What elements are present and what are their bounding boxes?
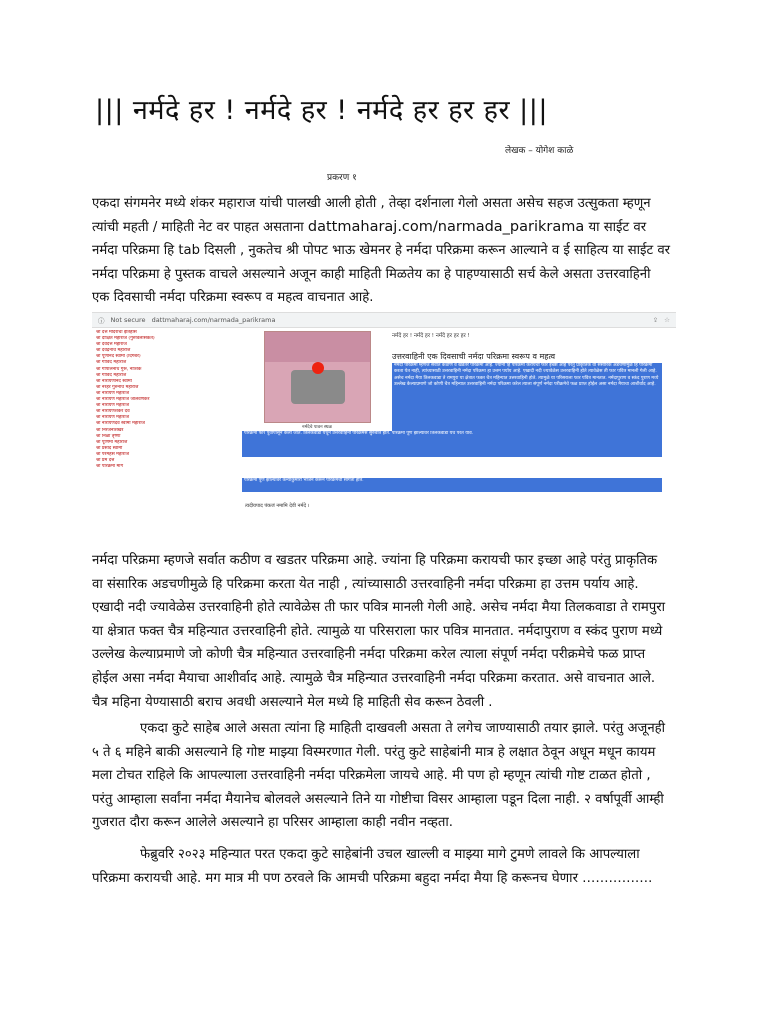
share-icon: ⇪ [652,316,659,324]
site-menu-item: श्री नारायण महाराज जालवणकर [96,397,150,403]
site-menu-item: श्री नारायण महाराज [96,390,130,396]
site-menu-item: श्री पूर्णानंद स्वामी (दिगंबर) [96,354,141,360]
paragraph-intro [92,192,672,310]
site-menu-item: श्री नारायणानंद स्वामी [96,378,132,384]
page-title: ||| नर्मदे हर ! नर्मदे हर ! नर्मदे हर हर हर ||| [95,95,548,126]
site-menu-item: श्री निळा तृष्णा [96,433,121,439]
author-line: लेखक – योगेश काळे [505,146,574,156]
highlighted-text-block-1: नर्मदा परिक्रमा म्हणजे सर्वात कठीण व खडतर परिक्रमा आहे. ज्यांना हि परिक्रमा करायची फार इच्छा आहे परंतु प्राकृतिक वा संसारिक अडचणीमुळे हि परिक्रमा करता येत नाही, त्यांच्यासाठी उत्तरवाहिनी नर्मदा परिक्रमा हा उत्तम पर्याय आहे. एखादी नदी ज्यावेळेस उत्तरवाहिनी होते त्यावेळेस ती फार पवित्र मानली गेली आहे. असेच नर्मदा मैया तिलकवाडा ते रामपुरा या क्षेत्रात फक्त चैत्र महिन्यात उत्तरवाहिनी होते. त्यामुळे या परिसराला फार पवित्र मानतात. नर्मदापुराण व स्कंद पुराण मध्ये उल्लेख केल्याप्रमाणे जो कोणी चैत्र महिन्यात उत्तरवाहिनी नर्मदा परिक्रमा करेल त्याला संपूर्ण नर्मदा परीक्रमेचे फळ प्राप्त होईल असा नर्मदा मैयाचा आशीर्वाद आहे. [392,363,662,453]
stone-idol [291,370,345,404]
site-menu-item: श्री प्रेम दत्त [96,457,115,463]
site-menu-item: श्री गोविंद महाराज [96,372,127,378]
chapter-label: प्रकरण १ [327,173,357,183]
intro-text-b: या साईट वर नर्मदा परिक्रमा हि tab दिसली , नुकतेच श्री पोपट भाऊ खेमनर हे नर्मदा परिक्रमा करून आल्याने व ई साहित्य या साईट वर नर्मदा परिक्रमा हे पुस्तक वाचले असल्याने अजून काही माहिती मिळतेय का हे पाहण्यासाठी सर्च केले असता उत्तरवाहिनी एक दिवसाची नर्मदा परिक्रमा स्वरूप व महत्व वाचनात आहे. [92,219,671,306]
site-menu-item: श्री प्रसाद स्वामी [96,445,123,451]
flower [312,362,324,374]
site-menu-item: श्री गोपालनाथ गुरू, नाशिक [96,366,142,372]
info-icon: ⓘ [98,316,105,325]
highlighted-text-block-3: परिक्रमा पूर्ण झाल्यावर कन्याकुमारी भोजन करून परिक्रमेची सांगता होते. [242,478,662,492]
site-menu-item: श्री परिक्रमा मार्ग [96,464,124,470]
security-label: Not secure [110,316,146,324]
website-link-text: dattmaharaj.com/narmada_parikrama [307,218,585,235]
paragraph-2: नर्मदा परिक्रमा म्हणजे सर्वात कठीण व खडतर परिक्रमा आहे. ज्यांना हि परिक्रमा करायची फार इच्छा आहे परंतु प्राकृतिक वा संसारिक अडचणीमुळे हि परिक्रमा करता येत नाही , त्यांच्यासाठी उत्तरवाहिनी नर्मदा परिक्रमा हा उत्तम पर्याय आहे. एखादी नदी ज्यावेळेस उत्तरवाहिनी होते त्यावेळेस ती फार पवित्र मानली गेली आहे. असेच नर्मदा मैया तिलकवाडा ते रामपुरा या क्षेत्रात फक्त चैत्र महिन्यात उत्तरवाहिनी होते. त्यामुळे या परिसराला फार पवित्र मानतात. नर्मदापुराण व स्कंद पुराण मध्ये उल्लेख केल्याप्रमाणे जो कोणी चैत्र महिन्यात उत्तरवाहिनी नर्मदा परिक्रमा करेल त्याला संपूर्ण नर्मदा परीक्रमेचे फळ प्राप्त होईल असा नर्मदा मैयाचा आशीर्वाद आहे. त्यामुळे चैत्र महिन्यात उत्तरवाहिनी नर्मदा परिक्रमा करतात. असे वाचनात आले. चैत्र महिना येण्यासाठी बराच अवधी असल्याने मेल मध्ये हि माहिती सेव करून ठेवली . [92,553,666,710]
site-page-title: नर्मदे हर ! नर्मदे हर ! नर्मदे हर हर हर ! [392,333,470,339]
paragraph-4: फेब्रुवरि २०२३ महिन्यात परत एकदा कुटे साहेबांनी उचल खाल्ली व माझ्या मागे टुमणे लावले कि आपल्याला परिक्रमा करायची आहे. मग मात्र मी पण ठरवले कि आमची परिक्रमा बहुदा नर्मदा मैया हि करूनच घेणार ……………. [92,847,653,886]
browser-url-bar [92,313,676,328]
site-menu-item: श्री नरहर गुरुनाथ महाराज [96,384,139,390]
site-menu-item: श्री नारायणशंकर देव [96,409,130,415]
url-text: dattmaharaj.com/narmada_parikrama [151,316,276,324]
intro-text-a: एकदा संगमनेर मध्ये शंकर महाराज यांची पालखी आली होती , तेव्हा दर्शनाला गेलो असता असेच सहज उत्सुकता म्हणून त्यांची महती / माहिती नेट वर पाहत असताना [92,196,651,235]
star-icon: ☆ [664,316,670,324]
site-menu-item: श्री देवदत्त महाराज [96,342,127,348]
site-menu-item: श्री नारायणदेव स्वामी महाराज [96,421,145,427]
site-menu-item: श्री नारायण महाराज [96,415,130,421]
site-menu-item: श्री दत्त मंदिराचा इतिहास [96,330,137,335]
site-menu-item: श्री नारायण महाराज [96,403,130,409]
site-menu-item: श्री परमहंस महाराज [96,451,129,457]
highlighted-text-block-2: परिक्रमा फार पूर्वीपासून केली जाते. तिलकवाडा येथून उत्तरवाहिनी परिक्रमेस सुरुवात होते. परिक्रमा पूर्ण झाल्यावर तिलकवाडा येथे परत यावे. [242,431,662,457]
site-heading: उत्तरवाहिनी एक दिवसाची नर्मदा परिक्रमा स्वरूप व महत्व [392,352,556,361]
photo-caption: नर्मदेचे पावन स्थळ [302,425,332,430]
site-menu-list [96,330,246,470]
paragraph-3: एकदा कुटे साहेब आले असता त्यांना हि माहिती दाखवली असता ते लगेच जाण्यासाठी तयार झाले. परंतु अजूनही ५ ते ६ महिने बाकी असल्याने हि गोष्ट माझ्या विस्मरणात गेली. परंतु कुटे साहेबांनी मात्र हे लक्षात ठेवून अधून मधून कायम मला टोचत राहिले कि आपल्याला उत्तरवाहिनी नर्मदा परिक्रमेला जायचे आहे. मी पण हो म्हणून त्यांची गोष्ट टाळत होतो , परंतु आम्हाला सर्वांना नर्मदा मैयानेच बोलवले असल्याने तिने या गोष्टीचा विसर आम्हाला पडून दिला नाही. २ वर्षापूर्वी आम्ही गुजरात दौरा करून आलेले असल्याने हा परिसर आम्हाला काही नवीन नव्हता. [92,721,666,831]
site-menu-item: श्री दीक्षित महाराज (गुरुविलासकर्ते) [96,336,155,342]
site-menu-item: श्री गोविंद महाराज [96,360,127,366]
shrine-photo [264,331,371,423]
site-menu-item: श्री देवेंद्रनाथ महाराज [96,348,131,354]
site-menu-item: श्री निरंजनशिखर [96,427,124,433]
site-menu-item: श्री पूर्णिमा महाराज [96,439,128,445]
embedded-browser-screenshot [92,312,676,513]
site-footer-text: त्वदीयपाद पंकजं नमामि देवी नर्मदे । [245,503,310,509]
